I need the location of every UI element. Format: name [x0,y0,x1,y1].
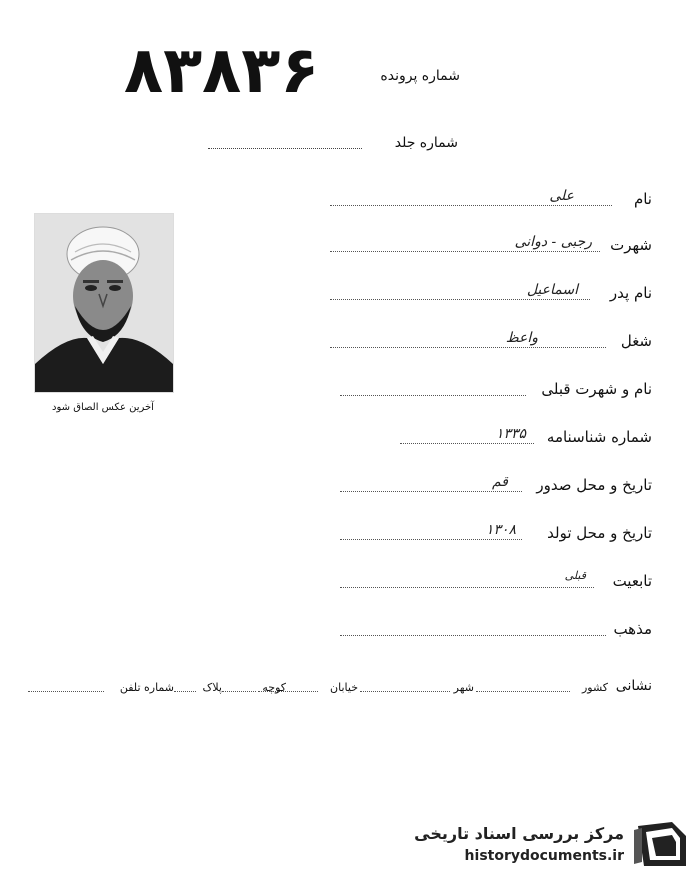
volume-dots [208,148,362,149]
field-label: شهرت [610,236,652,254]
field-dots [330,251,600,252]
field-nationality [200,564,652,594]
photo-caption: آخرین عکس الصاق شود [52,402,154,413]
field-issue-date-place [200,468,652,498]
address-city-label: شهر [453,681,474,694]
field-label: تاریخ و محل تولد [547,524,652,542]
field-value: قم [491,474,508,490]
field-label: نام [633,190,652,208]
volume-label: شماره جلد [394,135,458,151]
address-phone-dots [28,691,104,692]
field-dots [340,635,606,636]
file-number-label: شماره پرونده [380,68,460,84]
field-label: شماره شناسنامه [546,428,652,446]
file-number: ۸۳۸۳۶ [124,34,320,108]
field-value: ۱۳۰۸ [485,522,516,538]
field-value: علی [549,188,574,204]
address-label: نشانی [615,678,652,694]
field-dots [340,395,526,396]
portrait-image [35,214,173,392]
address-alley-label: کوچه [262,681,286,694]
address-street-label: خیابان [330,681,358,694]
address-city-dots [360,691,450,692]
field-surname [200,228,652,258]
field-occupation [200,324,652,354]
watermark-name: مرکز بررسی اسناد تاریخی [414,824,624,843]
field-value: ۱۳۳۵ [495,426,526,442]
field-id-number [200,420,652,450]
field-dots [400,443,534,444]
field-label: تابعیت [612,572,652,590]
field-birth-date-place [200,516,652,546]
field-dots [330,347,606,348]
watermark-url: historydocuments.ir [464,848,624,864]
field-father-name [200,276,652,306]
address-country-label: کشور [581,681,608,694]
field-label: مذهب [613,620,652,638]
field-name [200,182,652,212]
volume-row [208,135,458,157]
watermark [414,818,690,872]
address-plaque-label: پلاک [202,681,222,694]
field-label: تاریخ و محل صدور [536,476,652,494]
field-label: نام پدر [609,284,652,302]
field-previous-name [200,372,652,402]
field-value: قبلی [564,569,586,582]
field-dots [330,205,612,206]
field-dots [330,299,590,300]
field-value: رجبی - دوانی [514,234,592,250]
field-label: نام و شهرت قبلی [541,380,652,398]
field-dots [340,491,522,492]
address-alley-dots [222,691,256,692]
field-dots [340,539,522,540]
address-phone-label: شماره تلفن [119,681,174,694]
address-row [26,674,652,698]
archive-logo-icon [632,818,690,870]
field-value: واعظ [505,330,538,346]
field-dots [340,587,594,588]
address-country-dots [476,691,570,692]
address-plaque-dots [174,691,196,692]
field-label: شغل [620,332,652,350]
field-religion [200,612,652,642]
field-value: اسماعیل [526,282,578,298]
portrait-photo [34,213,174,393]
